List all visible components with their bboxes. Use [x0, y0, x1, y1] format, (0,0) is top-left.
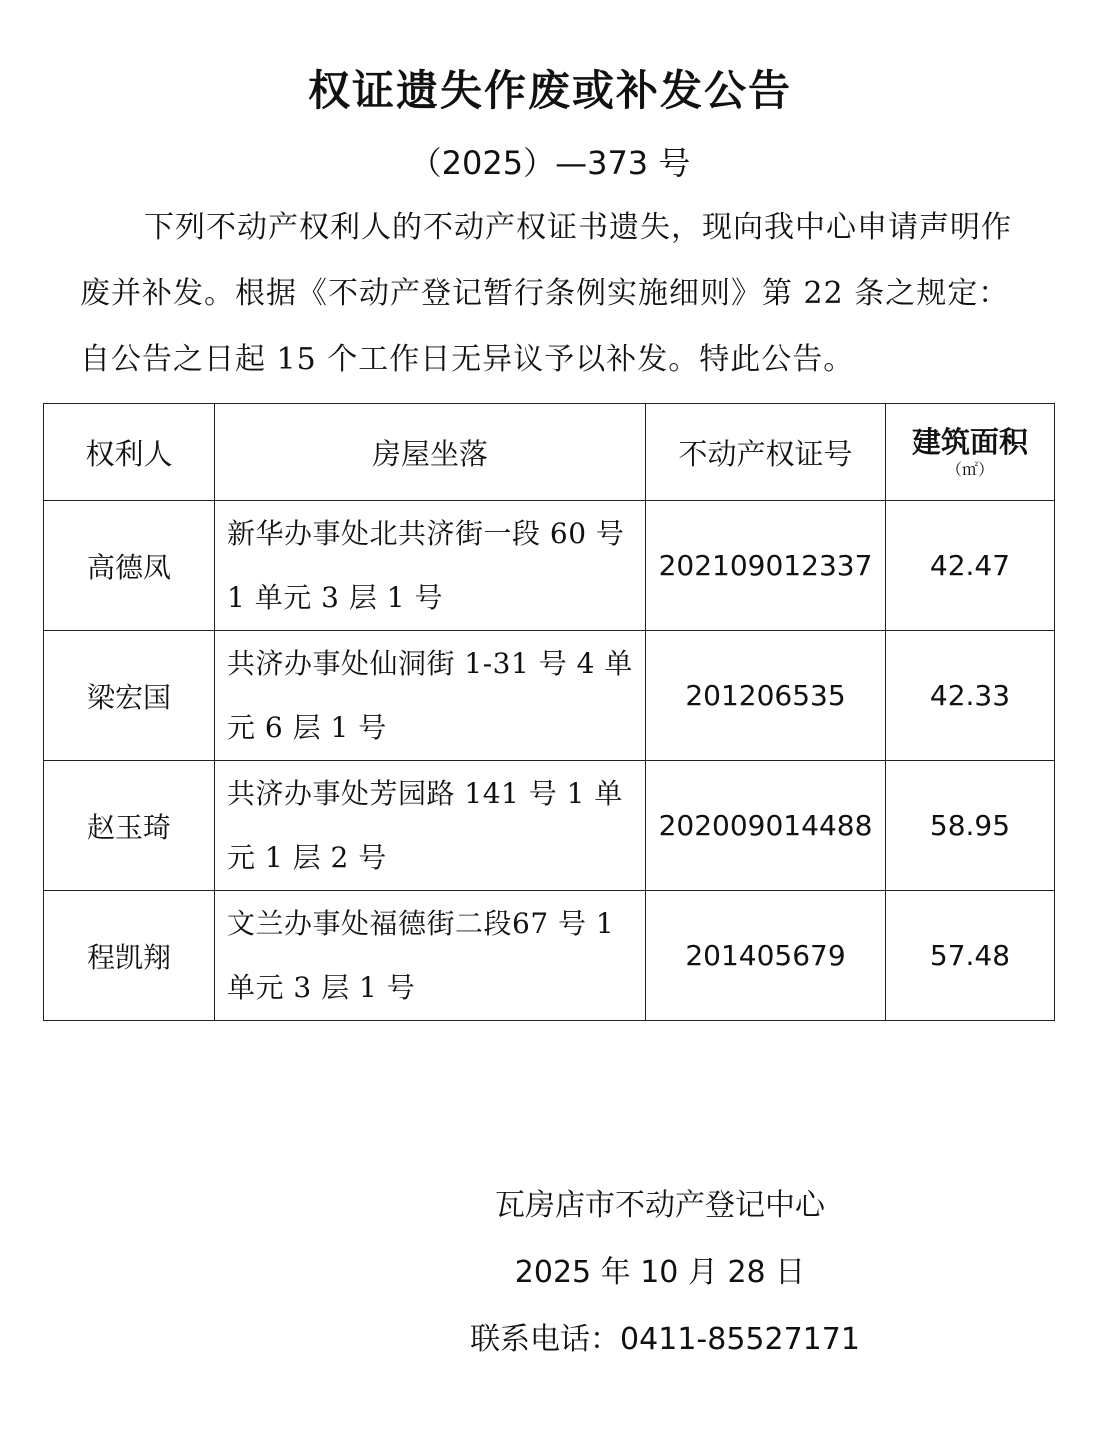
cert-cell: 202009014488 — [646, 761, 886, 891]
table-header-row — [44, 404, 1055, 501]
notice-title: 权证遗失作废或补发公告 — [307, 66, 792, 115]
address-cell: 新华办事处北共济街一段 60 号 1 单元 3 层 1 号 — [215, 501, 646, 631]
issuing-organization: 瓦房店市不动产登记中心 — [495, 1188, 825, 1223]
header-area-unit: （㎡） — [945, 460, 994, 479]
notice-body: 下列不动产权利人的不动产权证书遗失，现向我中心申请声明作废并补发。根据《不动产登记暂行条例实施细则》第 22 条之规定：自公告之日起 15 个工作日无异议予以补发。特此公告。 — [80, 210, 1012, 377]
issue-date: 2025 年 10 月 28 日 — [514, 1255, 806, 1290]
address-cell: 共济办事处仙洞街 1-31 号 4 单元 6 层 1 号 — [215, 631, 646, 761]
owner-cell: 程凯翔 — [44, 891, 215, 1021]
table-row — [44, 631, 1055, 761]
owner-cell: 梁宏国 — [44, 631, 215, 761]
cert-cell: 202109012337 — [646, 501, 886, 631]
area-cell: 42.47 — [886, 501, 1055, 631]
header-owner: 权利人 — [44, 404, 215, 501]
cert-cell: 201405679 — [646, 891, 886, 1021]
contact-phone: 联系电话：0411-85527171 — [470, 1322, 860, 1357]
area-cell: 57.48 — [886, 891, 1055, 1021]
cert-cell: 201206535 — [646, 631, 886, 761]
area-cell: 58.95 — [886, 761, 1055, 891]
header-address: 房屋坐落 — [215, 404, 646, 501]
area-cell: 42.33 — [886, 631, 1055, 761]
notice-number: （2025）—373 号 — [409, 144, 691, 182]
address-cell: 文兰办事处福德街二段67 号 1 单元 3 层 1 号 — [215, 891, 646, 1021]
owner-cell: 高德凤 — [44, 501, 215, 631]
table-row — [44, 761, 1055, 891]
table-row — [44, 891, 1055, 1021]
header-area — [886, 404, 1055, 501]
lost-certificate-table — [43, 403, 1055, 1021]
header-cert: 不动产权证号 — [646, 404, 886, 501]
header-area-label: 建筑面积 — [911, 425, 1028, 459]
owner-cell: 赵玉琦 — [44, 761, 215, 891]
address-cell: 共济办事处芳园路 141 号 1 单元 1 层 2 号 — [215, 761, 646, 891]
table-row — [44, 501, 1055, 631]
